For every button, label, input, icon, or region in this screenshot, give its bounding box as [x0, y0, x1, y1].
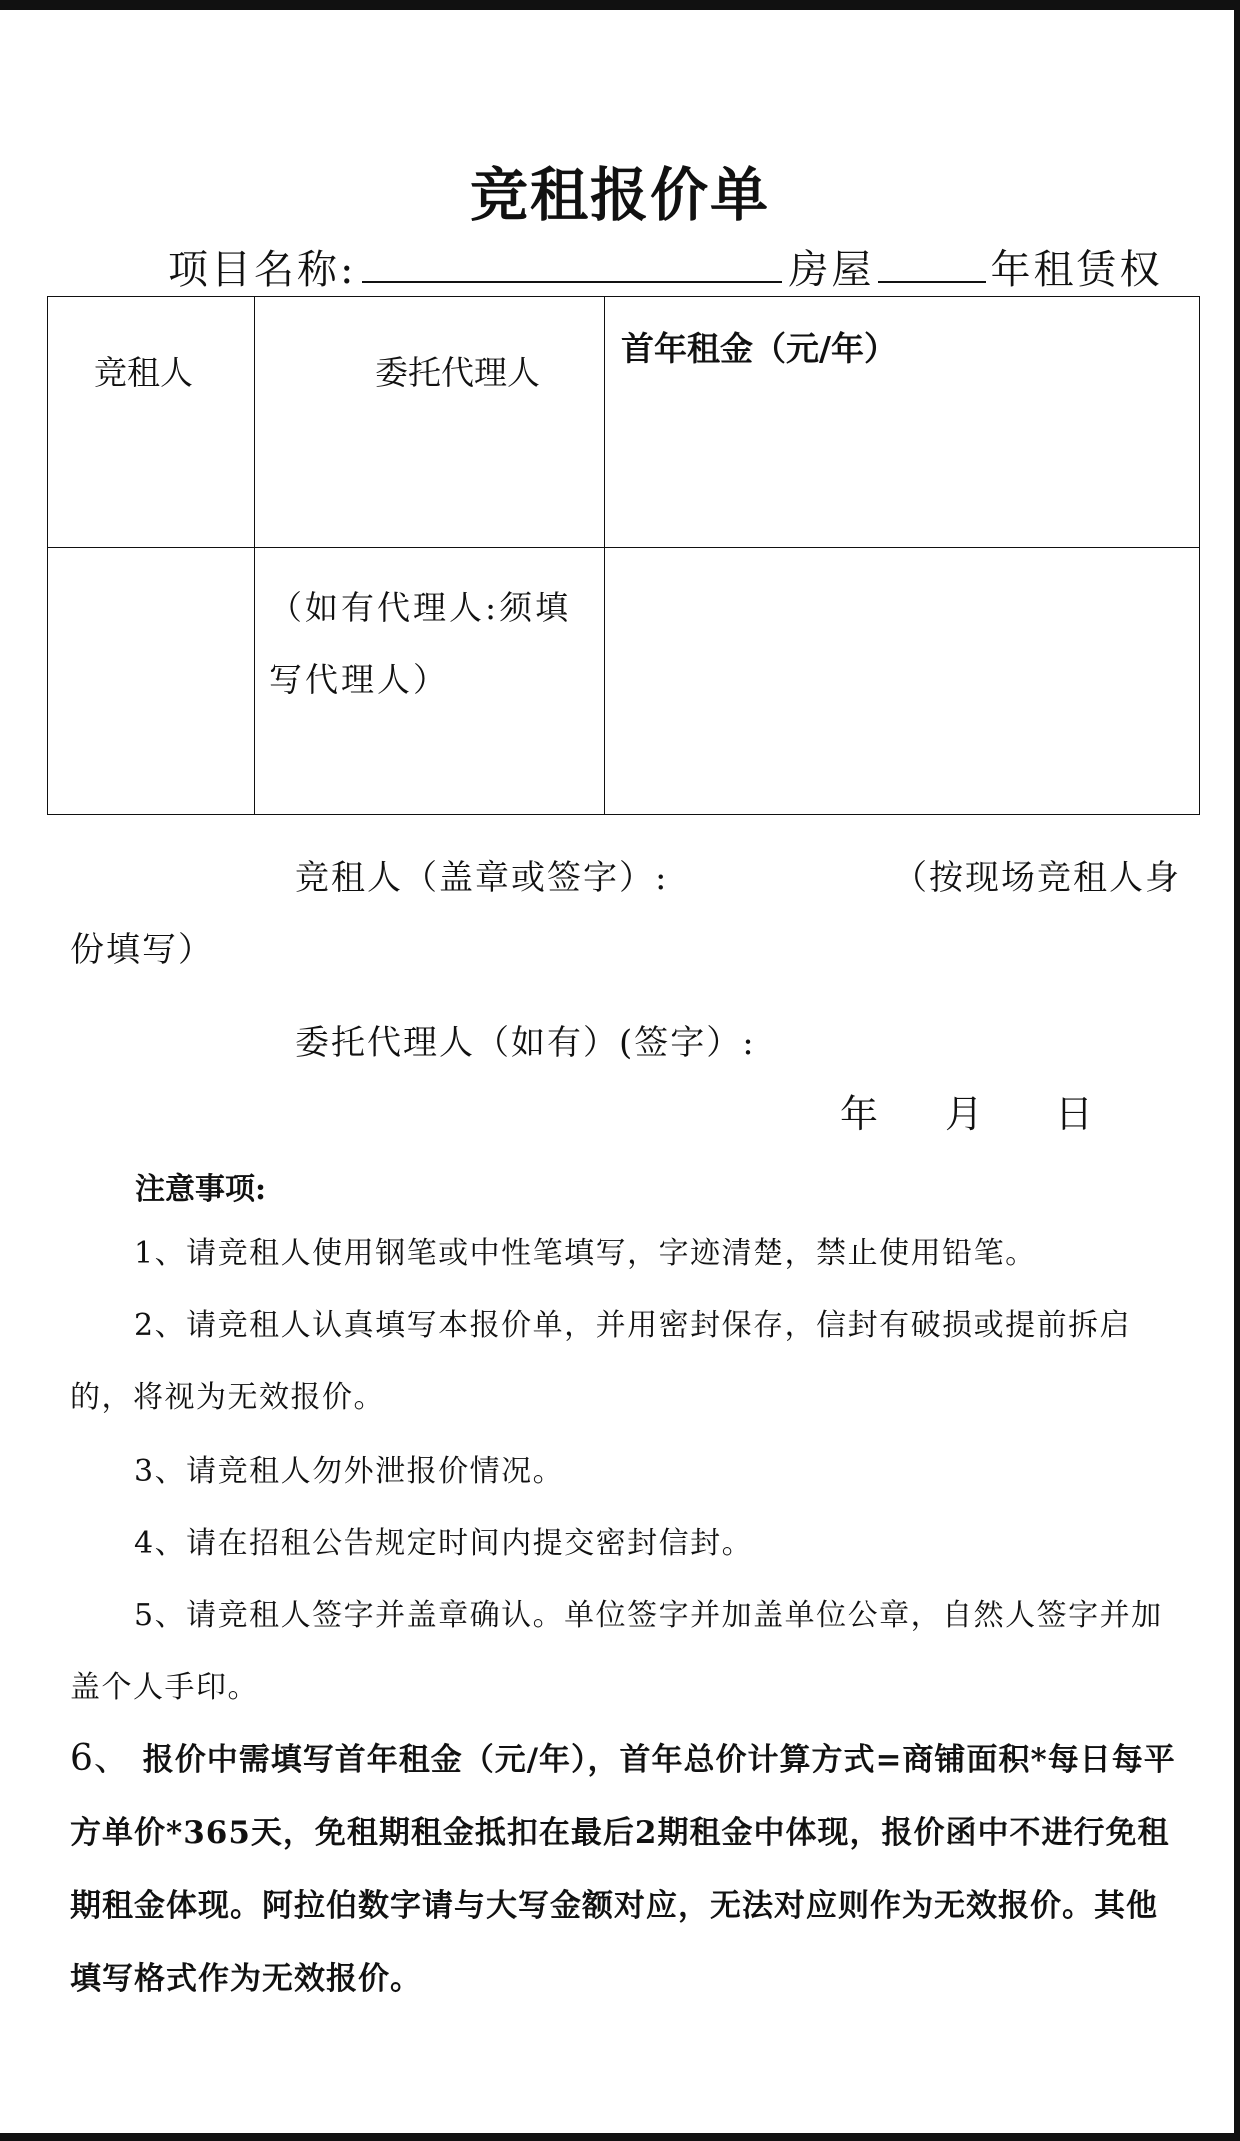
note-item-3: 3、请竞租人勿外泄报价情况。	[134, 1454, 565, 1489]
project-name-line	[168, 238, 1162, 295]
lease-years-blank[interactable]	[878, 251, 986, 283]
note-item-6-text: 报价中需填写首年租金（元/年），首年总价计算方式=商铺面积*每日每平方单价*365天，免租期租金抵扣在最后2期租金中体现，报价函中不进行免租期租金体现。阿拉伯数字请与大写金额对应，无法对应则作为无效报价。其他填写格式作为无效报价。	[70, 1742, 1176, 1997]
note-item-1: 1、请竞租人使用钢笔或中性笔填写，字迹清楚，禁止使用铅笔。	[134, 1236, 1037, 1271]
note-item-6-number: 6、	[70, 1738, 131, 1779]
note-item-6	[70, 1722, 1180, 2016]
note-item-2: 2、请竞租人认真填写本报价单，并用密封保存，信封有破损或提前拆启的，将视为无效报价。	[70, 1308, 1132, 1415]
agent-note-line1: （如有代理人:须填	[269, 588, 572, 627]
bid-table-input-row	[48, 548, 1200, 815]
bidder-header: 竞租人	[94, 353, 193, 392]
first-year-rent-header: 首年租金（元/年）	[621, 329, 898, 368]
rent-header-cell	[605, 297, 1200, 548]
bidder-header-cell	[48, 297, 255, 548]
lease-suffix-label: 年租赁权	[990, 247, 1163, 293]
date-month: 月	[945, 1092, 986, 1136]
house-label: 房屋	[788, 247, 875, 293]
agent-header: 委托代理人	[375, 353, 540, 392]
bidder-hint-part2: 份填写）	[70, 930, 214, 970]
page-border-right	[1234, 0, 1240, 2141]
notes-title: 注意事项:	[135, 1172, 267, 1207]
bid-table-header-row	[48, 297, 1200, 548]
note-item-4: 4、请在招租公告规定时间内提交密封信封。	[134, 1526, 754, 1561]
date-year: 年	[840, 1092, 881, 1136]
project-name-label: 项目名称:	[168, 247, 357, 293]
agent-signature-label: 委托代理人（如有）(签字）:	[295, 1023, 756, 1063]
rent-input-cell[interactable]	[605, 548, 1200, 815]
date-day: 日	[1055, 1092, 1096, 1136]
agent-note-line2: 写代理人）	[269, 660, 449, 699]
bid-table	[47, 296, 1200, 815]
note-item-5: 5、请竞租人签字并盖章确认。单位签字并加盖单位公章，自然人签字并加盖个人手印。	[70, 1598, 1163, 1705]
bidder-hint-part1: （按现场竞租人身	[893, 858, 1181, 898]
bidder-signature-label: 竞租人（盖章或签字）:	[295, 858, 669, 898]
bidder-input-cell[interactable]	[48, 548, 255, 815]
project-name-blank[interactable]	[362, 251, 782, 283]
page-border-bottom	[0, 2133, 1240, 2141]
page-border-top	[0, 0, 1240, 10]
agent-header-cell	[255, 297, 605, 548]
document-title: 竞租报价单	[469, 161, 770, 229]
agent-input-cell[interactable]	[255, 548, 605, 815]
